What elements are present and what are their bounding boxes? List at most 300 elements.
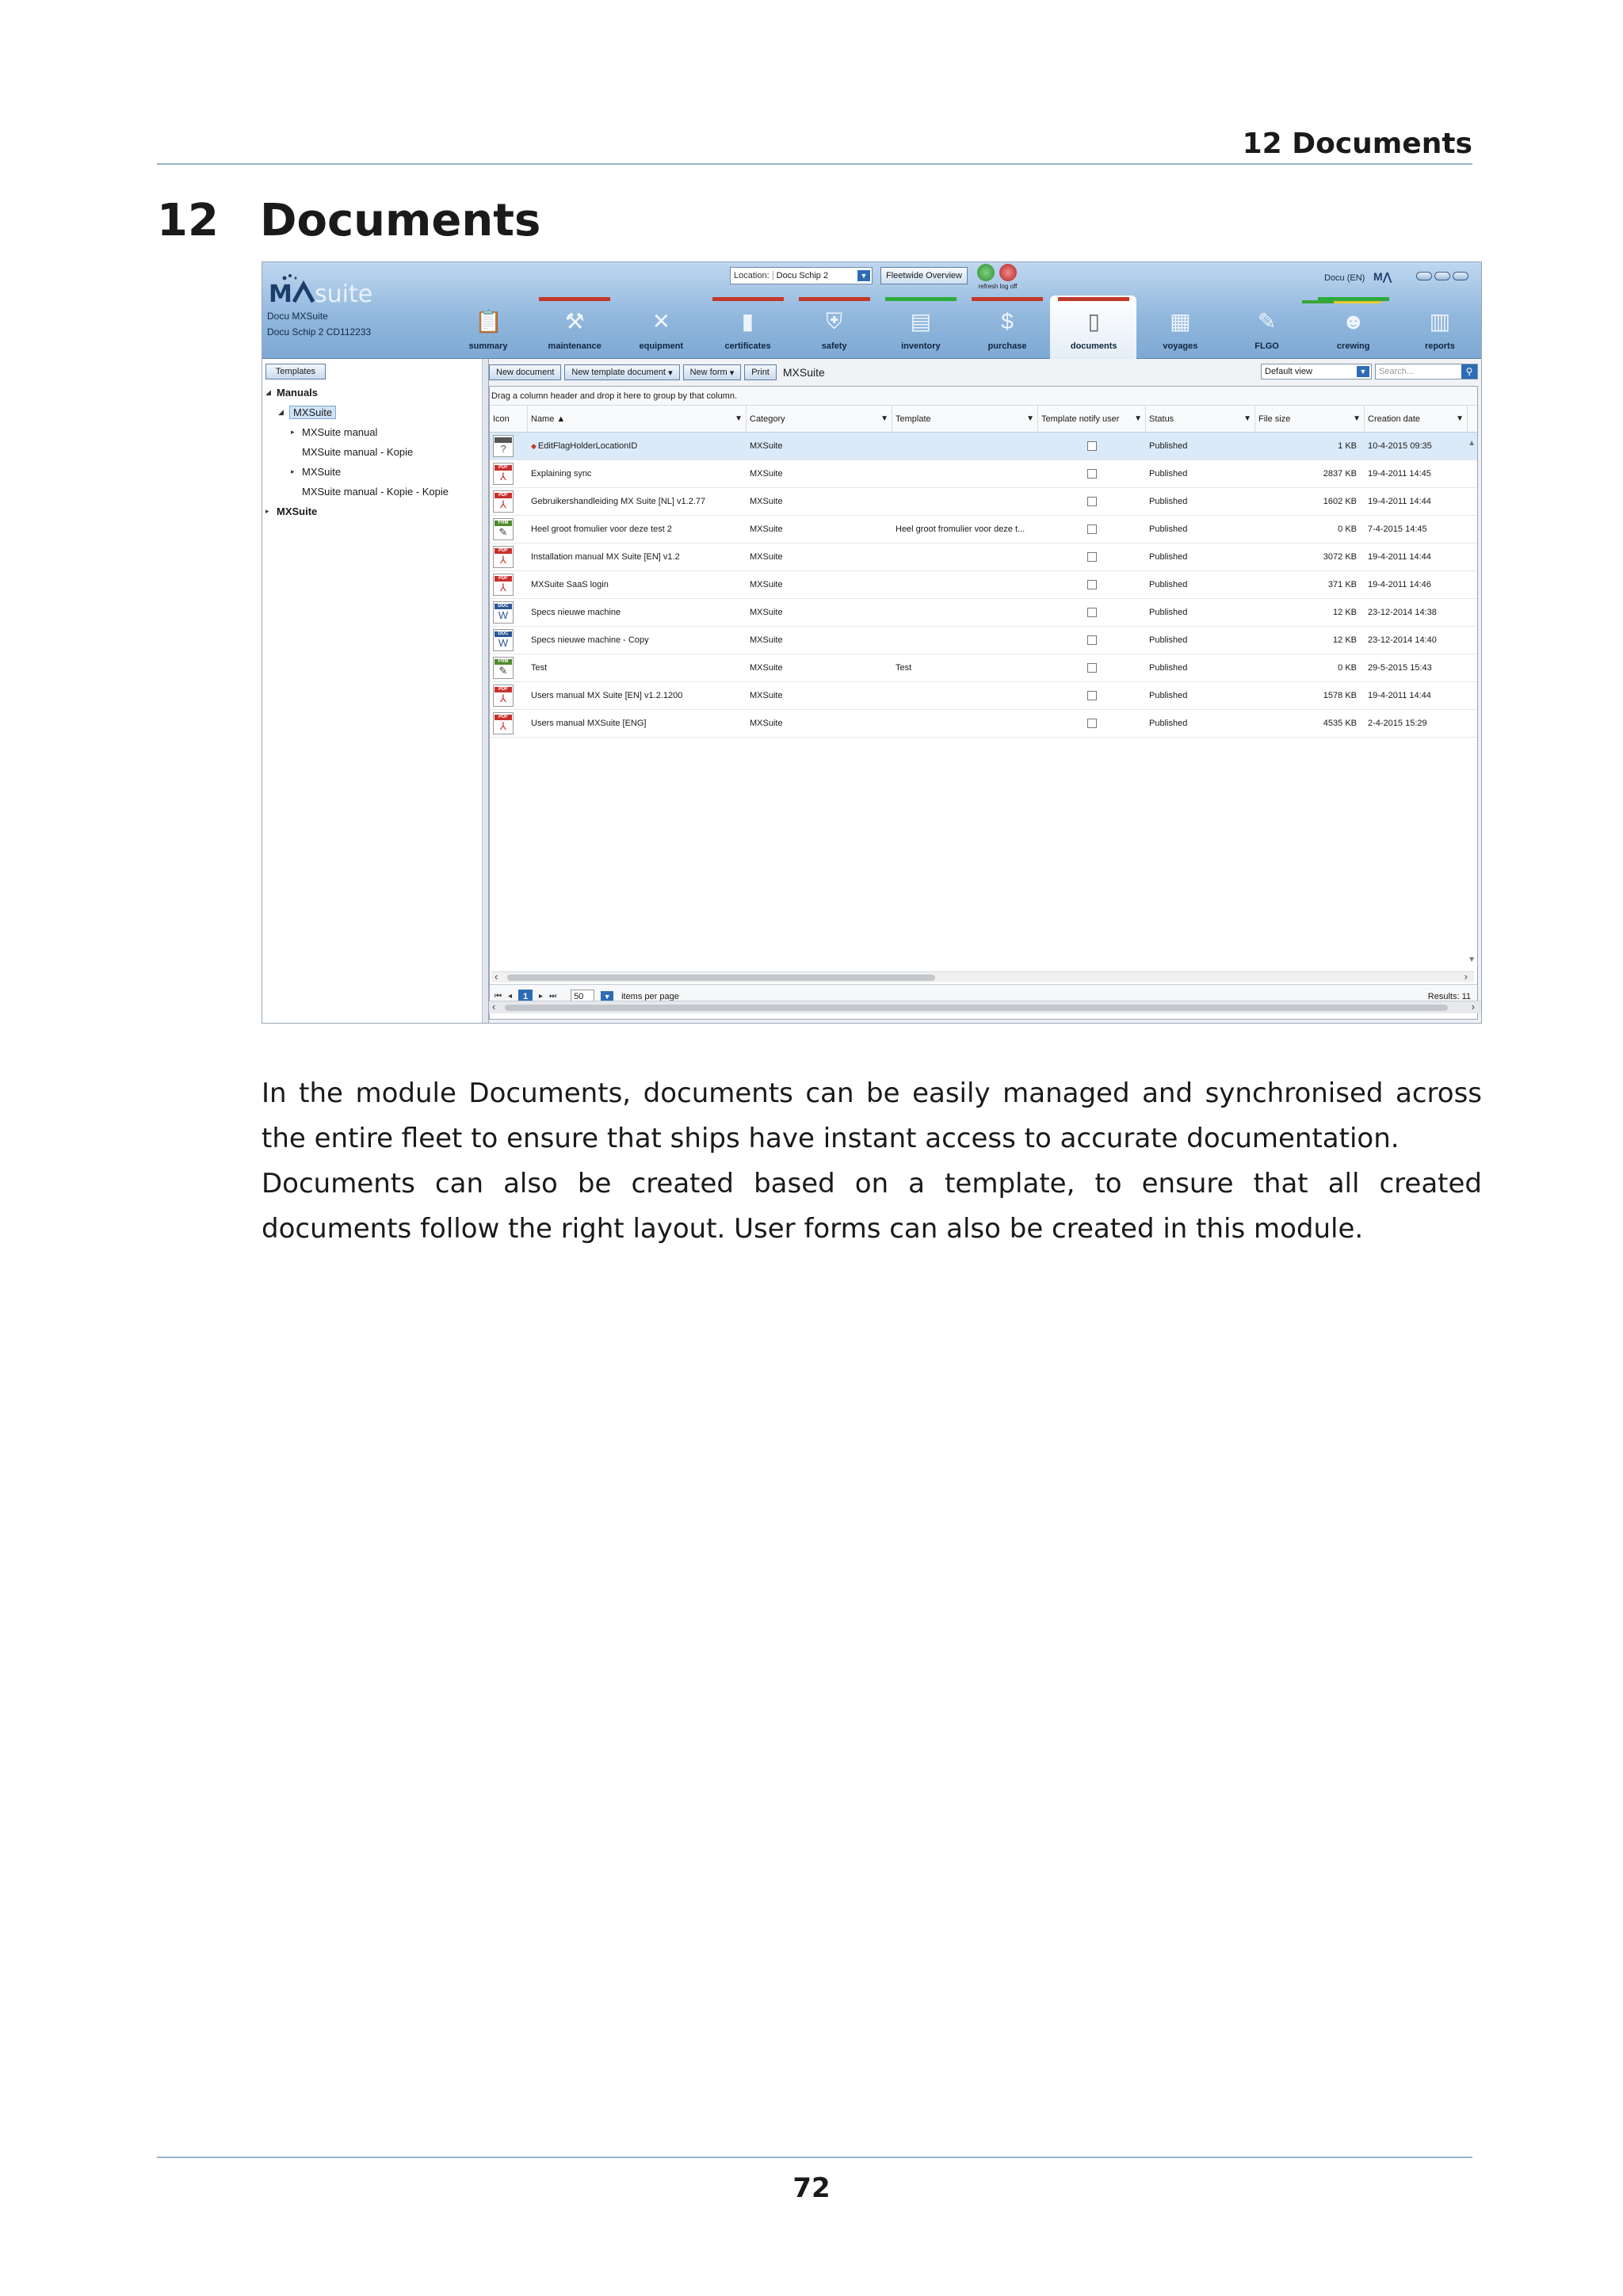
cell-creation-date [1365,682,1468,709]
documents-toolbar [489,364,825,381]
module-status-bar [539,297,610,301]
cell-template [892,460,1038,487]
expand-toggle-icon[interactable]: ▸ [265,507,269,515]
cell-icon [490,433,528,460]
power-icon[interactable] [999,264,1017,281]
module-tab-reports[interactable] [1396,296,1482,359]
new-form-label: New form [689,368,727,377]
column-header-label: Category [750,414,785,424]
cell-icon [490,571,528,598]
paragraph: In the module Documents, documents can be easily managed and synchronised across the entire fleet to ensure that ships have instant access to accurate documentation. [262,1077,1482,1154]
print-button[interactable]: Print [744,364,777,380]
notify-user-checkbox[interactable] [1087,469,1097,479]
cell-file-size-text: 1 KB [1338,441,1357,451]
module-status-bar [885,297,957,301]
cell-name-text: Gebruikershandleiding MX Suite [NL] v1.2.77 [531,497,706,506]
column-header-label: File size [1258,414,1291,424]
cell-file-size [1255,682,1365,709]
cell-icon [490,710,528,737]
cell-template [892,627,1038,654]
sort-ascending-icon: ▲ [556,414,566,424]
cell-template [892,543,1038,570]
items-per-page-label: items per page [621,991,679,1001]
module-tab-equipment[interactable] [617,296,704,359]
cell-template-text: Heel groot fromulier voor deze t... [896,524,1025,534]
life-vest-icon: ⛨ [826,309,843,334]
cell-name-text: Test [531,663,548,673]
tree-item[interactable] [265,442,479,462]
cell-name-text: MXSuite SaaS login [531,580,609,589]
cell-category-text: MXSuite [750,441,783,451]
cell-category [747,710,892,737]
expand-toggle-icon[interactable]: ▸ [291,428,295,436]
notify-user-checkbox[interactable] [1087,608,1097,617]
cell-file-size [1255,710,1365,737]
column-header-label: Template [896,414,931,424]
cell-creation-date-text: 10-4-2015 09:35 [1368,441,1432,451]
module-label: purchase [987,341,1027,351]
filter-icon[interactable]: ▼ [1026,414,1034,423]
table-row[interactable] [490,460,1477,488]
scrollbar-thumb[interactable] [507,974,935,981]
pdf-file-icon: PDF ⅄ [493,490,514,513]
cell-creation-date [1365,654,1468,681]
scrollbar-thumb[interactable] [505,1005,1448,1011]
cell-template-text: Test [896,663,912,673]
module-label: maintenance [548,341,601,351]
cell-creation-date-text: 29-5-2015 15:43 [1368,663,1432,673]
notify-user-checkbox[interactable] [1087,441,1097,451]
module-tab-certificates[interactable] [705,296,791,359]
cell-icon [490,488,528,515]
cell-category [747,682,892,709]
table-row[interactable] [490,516,1477,543]
cell-creation-date-text: 23-12-2014 14:40 [1368,635,1437,645]
module-label: inventory [901,341,941,351]
cell-icon [490,516,528,543]
cell-file-size [1255,433,1365,460]
cell-creation-date [1365,710,1468,737]
next-page-icon[interactable]: ▸ [539,992,544,1001]
horizontal-scrollbar[interactable] [491,971,1474,982]
location-value: Docu Schip 2 [773,271,854,280]
cell-category [747,433,892,460]
form-file-icon: FRM ✎ [493,518,514,540]
module-label: voyages [1163,341,1198,351]
view-select-value: Default view [1265,367,1312,376]
cell-status [1146,543,1255,570]
page-number: 72 [792,2172,831,2204]
cell-creation-date-text: 19-4-2011 14:45 [1368,469,1431,479]
cell-file-size-text: 1602 KB [1323,497,1357,506]
module-label: equipment [639,341,684,351]
panel-splitter[interactable] [483,359,489,1024]
app-screenshot [262,261,1482,1024]
unknown-file-icon: ? [493,435,514,457]
filter-icon[interactable]: ▼ [1243,414,1251,423]
column-header-name[interactable] [528,406,747,432]
cell-template-notify-user [1038,516,1146,543]
ship-code: Docu Schip 2 CD112233 [267,326,372,338]
tree-item[interactable] [265,502,479,521]
scroll-left-icon[interactable]: ‹ [495,971,498,982]
notify-user-checkbox[interactable] [1087,497,1097,506]
cell-status-text: Published [1149,719,1188,728]
notify-user-checkbox[interactable] [1087,524,1097,534]
cell-creation-date-text: 19-4-2011 14:44 [1368,552,1431,562]
group-by-hint: Drag a column header and drop it here to group by that column. [490,387,1477,406]
cell-status-text: Published [1149,580,1188,589]
body-text [262,1071,1482,1252]
ship-name: Docu MXSuite [267,311,328,322]
cell-category [747,627,892,654]
tree-item-label: MXSuite manual [302,426,378,438]
table-row[interactable] [490,654,1477,682]
breadcrumb: MXSuite [782,366,825,379]
grid-body [490,433,1477,738]
cell-status-text: Published [1149,469,1188,479]
table-row[interactable] [490,682,1477,710]
cell-creation-date-text: 7-4-2015 14:45 [1368,524,1427,534]
cell-status-text: Published [1149,635,1188,645]
cell-file-size [1255,571,1365,598]
module-status-bar [1318,297,1389,301]
tree-item[interactable] [265,462,479,482]
expand-toggle-icon[interactable]: ▸ [291,467,295,475]
cell-status [1146,460,1255,487]
module-status-bar [799,297,870,301]
folder-icon: ▯ [1087,309,1100,334]
cell-status-text: Published [1149,497,1188,506]
module-label: reports [1424,341,1455,351]
chevron-down-icon[interactable]: ▼ [601,991,613,1002]
cell-template [892,654,1038,681]
chevron-down-icon: ▾ [668,368,673,378]
boxes-icon: ▤ [910,309,932,334]
cell-icon [490,460,528,487]
cell-category [747,599,892,626]
cell-category [747,543,892,570]
notify-user-checkbox[interactable] [1087,635,1097,645]
notify-user-checkbox[interactable] [1087,691,1097,700]
logoff-label: log off [999,283,1018,290]
cell-category-text: MXSuite [750,691,783,700]
fleetwide-overview-button[interactable]: Fleetwide Overview [880,267,968,284]
footer-rule [157,2157,1472,2158]
expand-toggle-icon[interactable]: ◢ [278,408,284,416]
notify-user-checkbox[interactable] [1087,663,1097,673]
refresh-icon[interactable] [977,264,995,281]
cell-template-notify-user [1038,654,1146,681]
table-row[interactable] [490,488,1477,516]
cell-icon [490,654,528,681]
cell-creation-date [1365,599,1468,626]
notify-user-checkbox[interactable] [1087,719,1097,728]
cell-creation-date-text: 23-12-2014 14:38 [1368,608,1437,617]
module-label: safety [821,341,847,351]
chevron-down-icon[interactable]: ▼ [1357,366,1369,377]
chapter-heading [157,195,540,246]
cell-creation-date [1365,460,1468,487]
cell-category [747,488,892,515]
results-count: Results: 11 [1427,991,1471,1001]
cell-category [747,516,892,543]
running-header: 12 Documents [1242,128,1472,160]
module-status-bar [1058,297,1129,301]
cell-template [892,516,1038,543]
tree-item[interactable] [265,482,479,502]
tree-item[interactable] [265,383,479,402]
pdf-file-icon: PDF ⅄ [493,685,514,707]
cell-name-text: Heel groot fromulier voor deze test 2 [531,524,672,534]
module-label: documents [1070,341,1117,351]
cell-file-size-text: 2837 KB [1323,469,1357,479]
column-header-status[interactable] [1146,406,1255,432]
pdf-file-icon: PDF ⅄ [493,463,514,485]
maximize-icon[interactable] [1434,272,1450,280]
cell-name [528,543,747,570]
tools-icon: ⚒ [564,309,585,334]
scroll-up-icon[interactable]: ▲ [1468,439,1476,448]
location-label: Location: [734,271,769,280]
cell-creation-date [1365,516,1468,543]
cell-status [1146,682,1255,709]
table-row[interactable] [490,433,1477,460]
close-icon[interactable] [1453,272,1468,280]
cell-template-notify-user [1038,710,1146,737]
module-tab-inventory[interactable] [877,296,964,359]
scroll-left-icon[interactable]: ‹ [492,1001,496,1013]
cell-name-text: Users manual MX Suite [EN] v1.2.1200 [531,691,683,700]
cell-name [528,571,747,598]
cell-name [528,433,747,460]
column-header-label: Icon [493,414,510,424]
cell-category-text: MXSuite [750,552,783,562]
cell-category-text: MXSuite [750,663,783,673]
filter-icon[interactable]: ▼ [1353,414,1361,423]
documents-main [489,359,1482,1024]
cell-file-size [1255,599,1365,626]
expand-toggle-icon[interactable]: ◢ [265,388,271,396]
notify-user-checkbox[interactable] [1087,552,1097,562]
first-page-icon[interactable]: ⏮ [495,992,502,1001]
cell-template [892,571,1038,598]
table-row[interactable] [490,627,1477,654]
column-header-label: Status [1149,414,1174,424]
tree-item-label: MXSuite manual - Kopie - Kopie [302,486,449,498]
map-icon: ▦ [1170,309,1191,334]
current-page-button[interactable]: 1 [518,990,533,1004]
cell-file-size-text: 1578 KB [1323,691,1357,700]
cell-template [892,682,1038,709]
tree-item[interactable] [265,402,479,422]
folder-tree [265,383,479,521]
cell-template-notify-user [1038,433,1146,460]
module-status-bar [712,297,784,301]
svg-text:suite: suite [315,280,373,305]
column-header-label: Name [531,414,555,424]
cell-file-size-text: 12 KB [1333,608,1357,617]
cell-name [528,599,747,626]
cell-template-notify-user [1038,627,1146,654]
module-tab-purchase[interactable] [964,296,1050,359]
cell-template-notify-user [1038,682,1146,709]
cell-category-text: MXSuite [750,497,783,506]
paragraph: Documents can also be created based on a template, to ensure that all created documents follow the right layout. User forms can also be created in this module. [262,1168,1482,1245]
tree-item-label: MXSuite manual - Kopie [302,446,414,458]
column-header-label: Template notify user [1041,414,1120,424]
cell-name-text: Specs nieuwe machine [531,608,621,617]
cell-name-text: Specs nieuwe machine - Copy [531,635,649,645]
location-select[interactable] [730,267,873,284]
cell-template-notify-user [1038,599,1146,626]
cell-template [892,433,1038,460]
module-tab-safety[interactable] [791,296,877,359]
cell-file-size-text: 12 KB [1333,635,1357,645]
filter-icon[interactable]: ▼ [1456,414,1464,423]
cell-status [1146,599,1255,626]
app-topbar [262,262,1482,359]
cell-status [1146,433,1255,460]
filter-icon[interactable]: ▼ [735,414,743,423]
form-file-icon: FRM ✎ [493,657,514,679]
cell-creation-date-text: 2-4-2015 15:29 [1368,719,1427,728]
cell-status [1146,627,1255,654]
column-header-file-size[interactable] [1255,406,1365,432]
module-bar [445,296,1482,359]
cell-name [528,682,747,709]
cell-template-notify-user [1038,460,1146,487]
cell-creation-date-text: 19-4-2011 14:44 [1368,497,1431,506]
scroll-right-icon[interactable]: › [1471,1001,1475,1013]
cell-creation-date [1365,627,1468,654]
cell-template [892,488,1038,515]
cell-creation-date [1365,543,1468,570]
column-header-creation-date[interactable] [1365,406,1468,432]
filter-icon[interactable]: ▼ [1134,414,1142,423]
column-header-template[interactable] [892,406,1038,432]
tree-item-label: MXSuite [277,505,318,517]
column-header-label: Creation date [1368,414,1421,424]
filter-icon[interactable]: ▼ [880,414,888,423]
cell-file-size-text: 3072 KB [1323,552,1357,562]
outer-horizontal-scrollbar[interactable] [489,1001,1482,1013]
column-header-category[interactable] [747,406,892,432]
cell-template-notify-user [1038,488,1146,515]
cell-name-text: Explaining sync [531,469,592,479]
cell-category-text: MXSuite [750,719,783,728]
table-row[interactable] [490,710,1477,738]
cell-status-text: Published [1149,524,1188,534]
cell-name [528,488,747,515]
cell-template [892,710,1038,737]
page-header [157,127,1472,165]
cell-file-size-text: 0 KB [1338,663,1357,673]
previous-page-icon[interactable]: ◂ [508,992,513,1001]
wrench-icon: ✕ [651,309,671,334]
new-template-document-button[interactable] [564,364,679,380]
module-tab-voyages[interactable] [1136,296,1223,359]
page-size-select[interactable]: 50 [571,990,594,1004]
cell-creation-date-text: 19-4-2011 14:44 [1368,691,1431,700]
cell-name-text: EditFlagHolderLocationID [537,441,638,451]
new-document-button[interactable]: New document [489,364,561,380]
grid-header [490,406,1477,433]
module-status-bar [972,297,1043,301]
module-tab-crewing[interactable] [1310,296,1396,359]
search-input[interactable] [1375,364,1478,379]
cell-status-text: Published [1149,441,1188,451]
cell-creation-date [1365,433,1468,460]
cell-creation-date-text: 19-4-2011 14:46 [1368,580,1431,589]
session-controls [974,264,1022,292]
column-header-icon[interactable] [490,406,528,432]
new-form-button[interactable] [683,364,742,380]
scroll-right-icon[interactable]: › [1464,971,1468,982]
module-tab-maintenance[interactable] [531,296,617,359]
cell-file-size-text: 4535 KB [1323,719,1357,728]
module-tab-flgo[interactable] [1224,296,1310,359]
tree-item-label: MXSuite [302,466,342,478]
small-logo-icon: M⋀ [1373,270,1392,283]
last-page-icon[interactable]: ⏭ [549,992,557,1001]
cell-category-text: MXSuite [750,635,783,645]
cell-status [1146,488,1255,515]
clipboard-icon: 📋 [475,309,502,334]
chevron-down-icon[interactable]: ▼ [857,270,870,281]
tree-item-label: MXSuite [289,406,336,419]
scroll-down-icon[interactable]: ▼ [1468,955,1476,964]
tree-item[interactable] [265,422,479,442]
mxsuite-logo [267,273,402,305]
minimize-icon[interactable] [1416,272,1432,280]
cell-file-size [1255,654,1365,681]
templates-button[interactable]: Templates [265,364,326,379]
cell-status-text: Published [1149,552,1188,562]
cell-category [747,460,892,487]
notify-user-checkbox[interactable] [1087,580,1097,589]
person-icon: ☻ [1341,309,1365,334]
module-label: certificates [724,341,771,351]
search-placeholder: Search... [1379,367,1415,376]
module-tab-documents[interactable] [1050,296,1136,359]
module-tab-summary[interactable] [445,296,531,359]
cell-name [528,460,747,487]
view-select[interactable] [1261,364,1372,379]
cell-category-text: MXSuite [750,580,783,589]
table-row[interactable] [490,571,1477,599]
table-row[interactable] [490,543,1477,571]
table-row[interactable] [490,599,1477,627]
word-file-icon: DOC W [493,629,514,651]
cell-name [528,710,747,737]
module-label: summary [468,341,508,351]
cell-name-text: Users manual MXSuite [ENG] [531,719,647,728]
column-header-template-notify-user[interactable] [1038,406,1146,432]
cell-icon [490,599,528,626]
word-file-icon: DOC W [493,601,514,624]
documents-grid [489,386,1478,1020]
refresh-label: refresh [978,283,999,290]
cell-file-size [1255,543,1365,570]
flag-icon: ◆ [531,441,537,450]
cell-file-size [1255,488,1365,515]
cell-file-size-text: 371 KB [1327,580,1357,589]
svg-text:M: M [269,280,292,305]
search-icon[interactable]: ⚲ [1461,364,1477,379]
cell-category [747,654,892,681]
cell-file-size [1255,516,1365,543]
